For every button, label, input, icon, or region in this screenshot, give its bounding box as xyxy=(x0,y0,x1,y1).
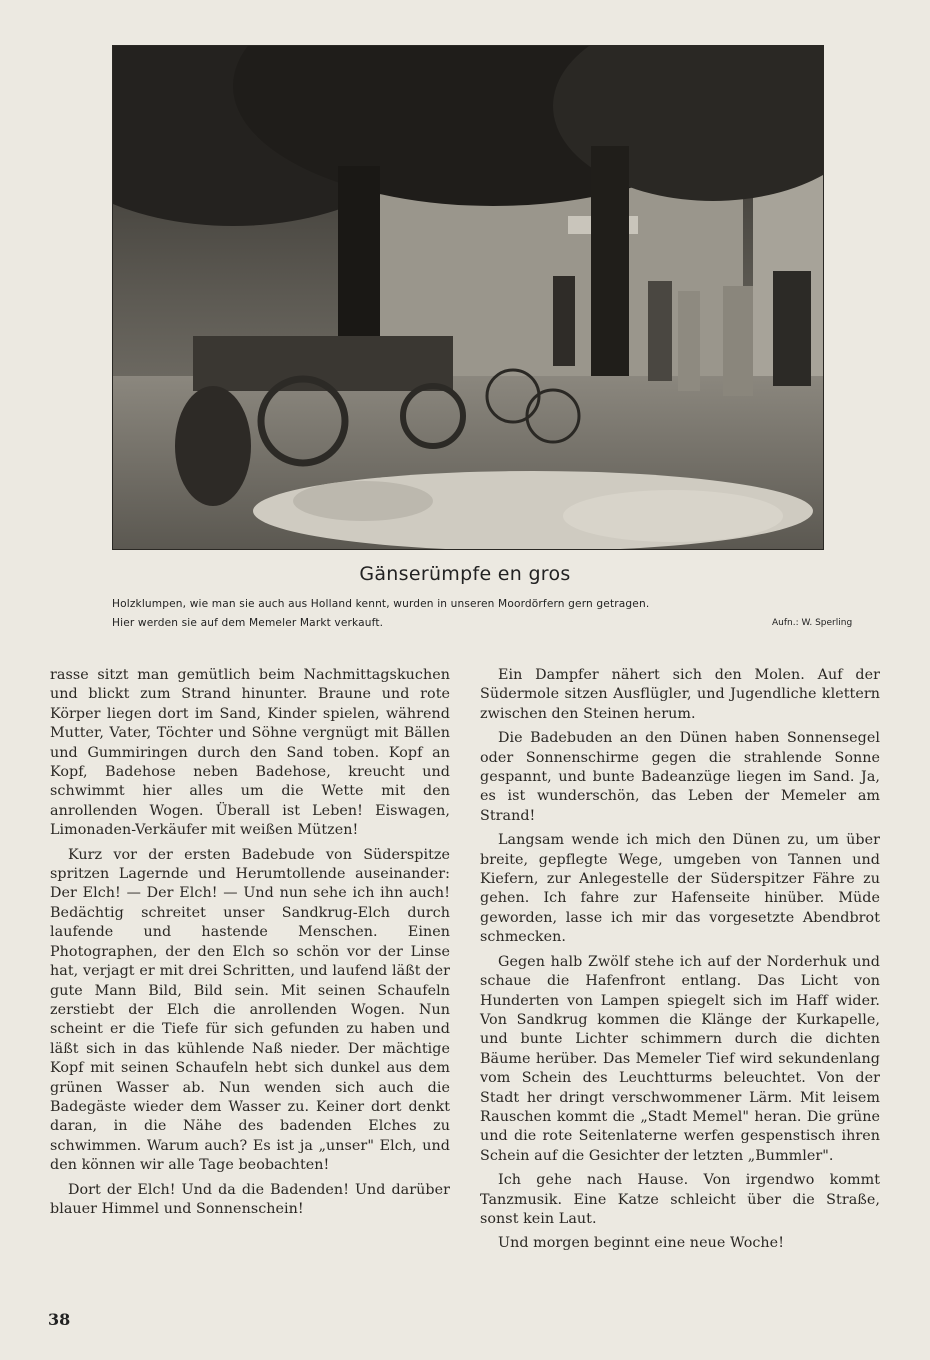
page-number: 38 xyxy=(48,1310,71,1329)
right-paragraph-4: Gegen halb Zwölf stehe ich auf der Norderhuk und schaue die Hafenfront entlang. Das Licht von Hunderten von Lampen spiegelt sich im Haff wider. Von Sandkrug kommen die Klänge der Kurkapelle, und bunte Lichter schimmern durch die dichten Bäume herüber. Das Memeler Tief wird sekundenlang vom Schein des Leuchtturms beleuchtet. Von der Stadt her dringt verschwommener Lärm. Mit leisem Rauschen kommt die „Stadt Memel" heran. Die grüne und die rote Seitenlaterne werfen gespenstisch ihren Schein auf die Gesichter der letzten „Bummler". xyxy=(480,953,880,1164)
left-paragraph-3: Dort der Elch! Und da die Badenden! Und darüber blauer Himmel und Sonnenschein! xyxy=(50,1181,450,1217)
right-paragraph-3: Langsam wende ich mich den Dünen zu, um über breite, gepflegte Wege, umgeben von Tannen und Kiefern, zur Anlegestelle der Süderspitzer Fähre zu gehen. Ich fahre zur Hafenseite hinüber. Müde geworden, lasse ich mir das vorgesetzte Abendbrot schmecken. xyxy=(480,832,880,946)
right-paragraph-5: Ich gehe nach Hause. Von irgendwo kommt Tanzmusik. Eine Katze schleicht über die Straße, sonst kein Laut. xyxy=(480,1172,880,1227)
right-column xyxy=(480,666,880,1259)
photo-credit: Aufn.: W. Sperling xyxy=(772,618,853,628)
right-paragraph-1: Ein Dampfer nähert sich den Molen. Auf der Südermole sitzen Ausflügler, und Jugendliche klettern zwischen den Steinen herum. xyxy=(480,667,880,722)
photo-caption-line-2: Hier werden sie auf dem Memeler Markt verkauft. xyxy=(112,617,384,629)
left-paragraph-1: rasse sitzt man gemütlich beim Nachmittagskuchen und blickt zum Strand hinunter. Braune und rote Körper liegen dort im Sand, Kinder spielen, während Mutter, Vater, Töchter und Söhne vergnügt mit Bällen und Gummiringen durch den Sand toben. Kopf an Kopf, Badehose neben Badehose, kreucht und schwimmt hier alles um die Wette mit den anrollenden Wogen. Überall ist Leben! Eiswagen, Limonaden-Verkäufer mit weißen Mützen! xyxy=(50,667,450,839)
left-paragraph-2: Kurz vor der ersten Badebude von Süderspitze spritzen Lagernde und Herumtollende auseinander: Der Elch! — Der Elch! — Und nun sehe ich ihn auch! Bedächtig schreitet unser Sandkrug-Elch durch laufende und hastende Menschen. Einen Photographen, der den Elch so schön vor der Linse hat, verjagt er mit drei Schritten, und laufend läßt der gute Mann Bild, Bild sein. Mit seinen Schaufeln zerstiebt der Elch die anrollenden Wogen. Nun scheint er die Tiefe für sich gefunden zu haben und läßt sich in das kühlende Naß nieder. Der mächtige Kopf mit seinen Schaufeln hebt sich dunkel aus dem grünen Wasser ab. Nun wenden sich auch die Badegäste wieder dem Wasser zu. Keiner dort denkt daran, in die Nähe des badenden Elches zu schwimmen. Warum auch? Es ist ja „unser" Elch, und den können wir alle Tage beobachten! xyxy=(50,846,450,1174)
market-photo-illustration xyxy=(113,46,823,549)
left-column xyxy=(50,666,450,1224)
right-paragraph-6: Und morgen beginnt eine neue Woche! xyxy=(498,1235,784,1252)
right-paragraph-2: Die Badebuden an den Dünen haben Sonnensegel oder Sonnenschirme gegen die strahlende Sonne gespannt, und bunte Badeanzüge liegen im Sand. Ja, es ist wunderschön, das Leben der Memeler am Strand! xyxy=(480,730,880,824)
photo-caption-line-1: Holzklumpen, wie man sie auch aus Holland kennt, wurden in unseren Moordörfern gern getragen. xyxy=(112,598,650,610)
market-photo xyxy=(112,45,824,550)
photo-caption-title: Gänserümpfe en gros xyxy=(359,563,571,585)
